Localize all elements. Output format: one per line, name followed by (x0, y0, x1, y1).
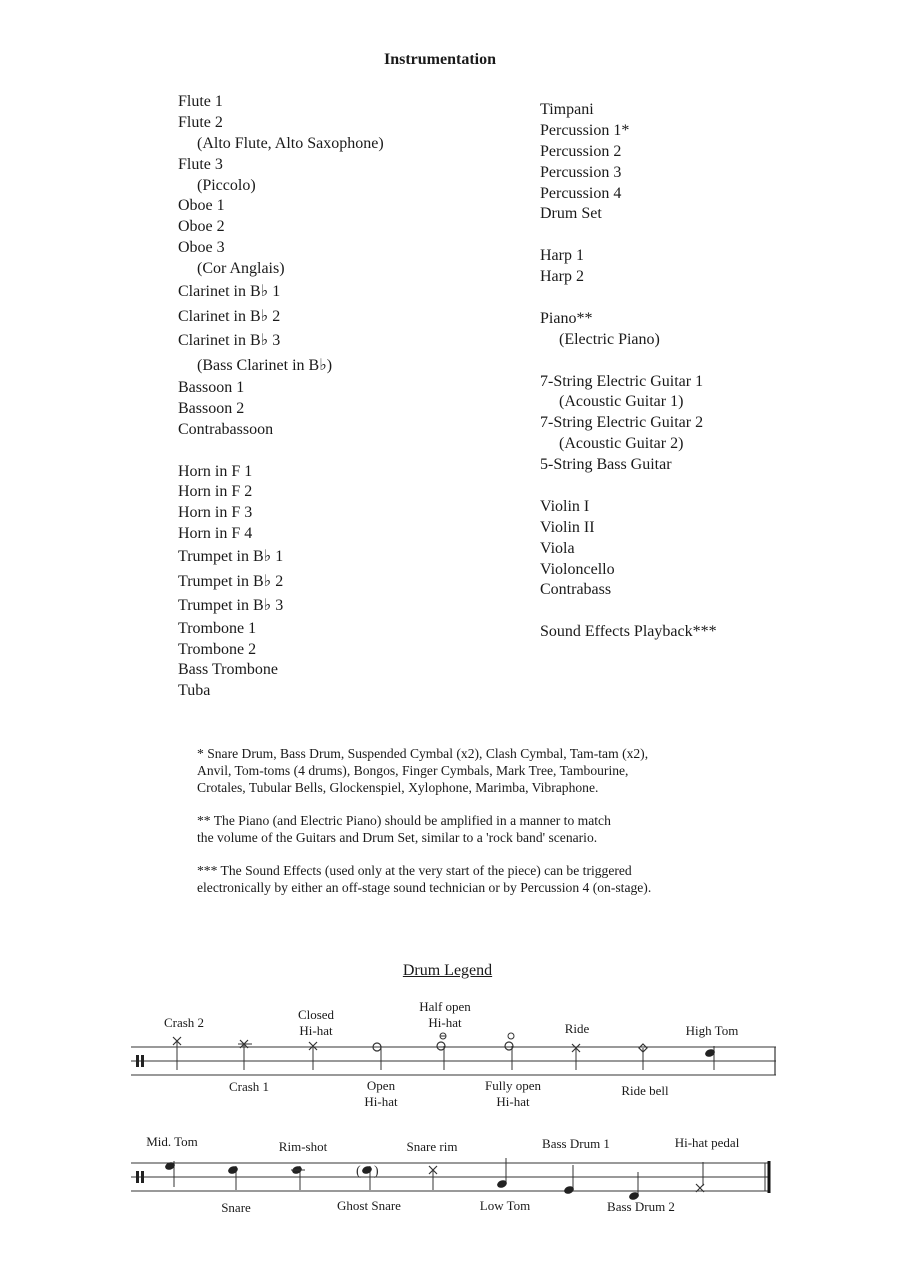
note-bass-drum-1 (563, 1165, 575, 1195)
drum-legend-label: Bass Drum 1 (542, 1136, 610, 1151)
drum-legend-label: Ride bell (621, 1083, 669, 1098)
svg-text:(: ( (356, 1164, 361, 1179)
instrument-name: Trumpet in B♭ 3 (178, 597, 284, 615)
instrument-doubling: (Acoustic Guitar 1) (559, 393, 684, 411)
instrument-name: Viola (540, 539, 575, 557)
instrument-name: Trombone 2 (178, 640, 257, 658)
instrument-name: Violin II (540, 518, 595, 536)
footnote-line: electronically by either an off-stage sound technician or by Percussion 4 (on-stage). (197, 880, 652, 895)
instrument-name: Bass Trombone (178, 661, 279, 679)
instrument-name: Oboe 3 (178, 239, 225, 257)
footnote-line: Crotales, Tubular Bells, Glockenspiel, Xylophone, Marimba, Vibraphone. (197, 780, 599, 795)
instrument-name: Timpani (540, 101, 594, 118)
percussion-clef-icon (141, 1055, 144, 1067)
drum-legend-label: Low Tom (479, 1198, 531, 1213)
drum-legend-label: Crash 1 (228, 1079, 270, 1094)
instrument-doubling: (Bass Clarinet in B♭) (197, 356, 333, 374)
footnote-line: *** The Sound Effects (used only at the very start of the piece) can be triggered (197, 863, 632, 878)
note-ride (572, 1044, 580, 1070)
instrument-name: Clarinet in B♭ 3 (178, 332, 281, 350)
instrument-doubling: (Piccolo) (197, 176, 256, 194)
instrument-name: Percussion 2 (540, 142, 622, 160)
note-snare-rim (429, 1166, 437, 1190)
drum-legend-label: Snare rim (406, 1139, 458, 1154)
instrument-name: Horn in F 1 (178, 462, 253, 480)
instrument-name: Violoncello (540, 560, 615, 578)
note-ride-bell (639, 1044, 647, 1070)
footnote-line: the volume of the Guitars and Drum Set, similar to a 'rock band' scenario. (197, 830, 598, 845)
instrument-name: Oboe 2 (178, 218, 225, 236)
note-crash-1 (238, 1040, 252, 1070)
drum-legend-label: Ride (564, 1021, 590, 1036)
percussion-clef-icon (136, 1055, 139, 1067)
note-bass-drum-2 (628, 1172, 640, 1201)
instrument-name: 7-String Electric Guitar 2 (540, 414, 704, 432)
instrument-name: Sound Effects Playback*** (540, 623, 717, 641)
instrument-name: Horn in F 3 (178, 504, 253, 522)
instrument-name: Bassoon 1 (178, 379, 245, 397)
instrument-name: 5-String Bass Guitar (540, 456, 672, 474)
instrument-doubling: (Electric Piano) (559, 330, 660, 348)
instrument-name: Flute 3 (178, 155, 223, 173)
instrument-doubling: (Cor Anglais) (197, 260, 285, 278)
drum-legend-label: Closed (297, 1007, 335, 1022)
instrument-name: Clarinet in B♭ 2 (178, 307, 281, 325)
instrument-name: Clarinet in B♭ 1 (178, 283, 281, 301)
instrument-name: Trombone 1 (178, 619, 257, 637)
note-half-open-hihat (437, 1033, 446, 1070)
instrument-name: Flute 1 (178, 93, 223, 110)
instrument-name: Horn in F 2 (178, 483, 253, 501)
footnote-line: Anvil, Tom-toms (4 drums), Bongos, Finger Cymbals, Mark Tree, Tambourine, (197, 763, 629, 778)
instrument-name: Violin I (540, 497, 590, 515)
instrument-doubling: (Alto Flute, Alto Saxophone) (197, 134, 384, 152)
drum-legend-label: Hi-hat (496, 1094, 530, 1109)
page-title: Instrumentation (383, 51, 496, 68)
instrument-name: Percussion 3 (540, 163, 622, 181)
instrument-name: Contrabass (540, 581, 612, 599)
svg-text:): ) (374, 1164, 379, 1179)
drum-legend-label: Ghost Snare (337, 1198, 401, 1213)
drum-legend-label: Hi-hat (364, 1094, 398, 1109)
drum-legend-label: Bass Drum 2 (607, 1199, 675, 1214)
note-mid-tom (164, 1161, 176, 1187)
drum-legend-label: Hi-hat pedal (674, 1135, 740, 1150)
drum-legend-label: High Tom (685, 1023, 739, 1038)
instrument-doubling: (Acoustic Guitar 2) (559, 435, 684, 453)
drum-legend-label: Mid. Tom (146, 1134, 198, 1149)
note-closed-hihat (309, 1042, 317, 1070)
drum-legend-label: Open (366, 1078, 396, 1093)
instrument-name: Flute 2 (178, 113, 223, 131)
drum-legend-label: Snare (221, 1200, 251, 1215)
instrument-name: Harp 1 (540, 247, 584, 265)
percussion-clef-icon (141, 1171, 144, 1183)
footnote-line: * Snare Drum, Bass Drum, Suspended Cymbal (x2), Clash Cymbal, Tam-tam (x2), (197, 746, 649, 761)
instrument-name: Trumpet in B♭ 1 (178, 548, 284, 566)
instrument-name: Oboe 1 (178, 197, 225, 215)
drum-legend-label: Rim-shot (278, 1139, 328, 1154)
note-crash-2 (173, 1037, 181, 1070)
instrument-name: Piano** (540, 309, 593, 327)
drum-legend-label: Hi-hat (428, 1015, 462, 1030)
drum-legend-label: Fully open (485, 1078, 541, 1093)
instrument-name: Trumpet in B♭ 2 (178, 572, 284, 590)
drum-staff-row2 (131, 1134, 770, 1215)
drum-legend-label: Half open (419, 999, 471, 1014)
percussion-clef-icon (136, 1171, 139, 1183)
drum-legend-label: Hi-hat (299, 1023, 333, 1038)
instrument-name: 7-String Electric Guitar 1 (540, 372, 704, 390)
footnote-line: ** The Piano (and Electric Piano) should be amplified in a manner to match (197, 813, 611, 828)
instrument-name: Horn in F 4 (178, 525, 253, 543)
note-fully-open-hihat (505, 1033, 514, 1070)
note-high-tom (704, 1046, 716, 1070)
instrument-name: Harp 2 (540, 268, 584, 286)
instrument-name: Drum Set (540, 205, 602, 223)
instrument-name: Bassoon 2 (178, 399, 245, 417)
instrument-name: Percussion 4 (540, 184, 622, 202)
instrument-name: Tuba (178, 682, 211, 700)
instrument-name: Percussion 1* (540, 121, 630, 139)
drum-staff-row1 (131, 999, 776, 1109)
instrument-name: Contrabassoon (178, 420, 274, 438)
drum-legend-label: Crash 2 (163, 1015, 205, 1030)
drum-legend-title: Drum Legend (402, 962, 493, 979)
